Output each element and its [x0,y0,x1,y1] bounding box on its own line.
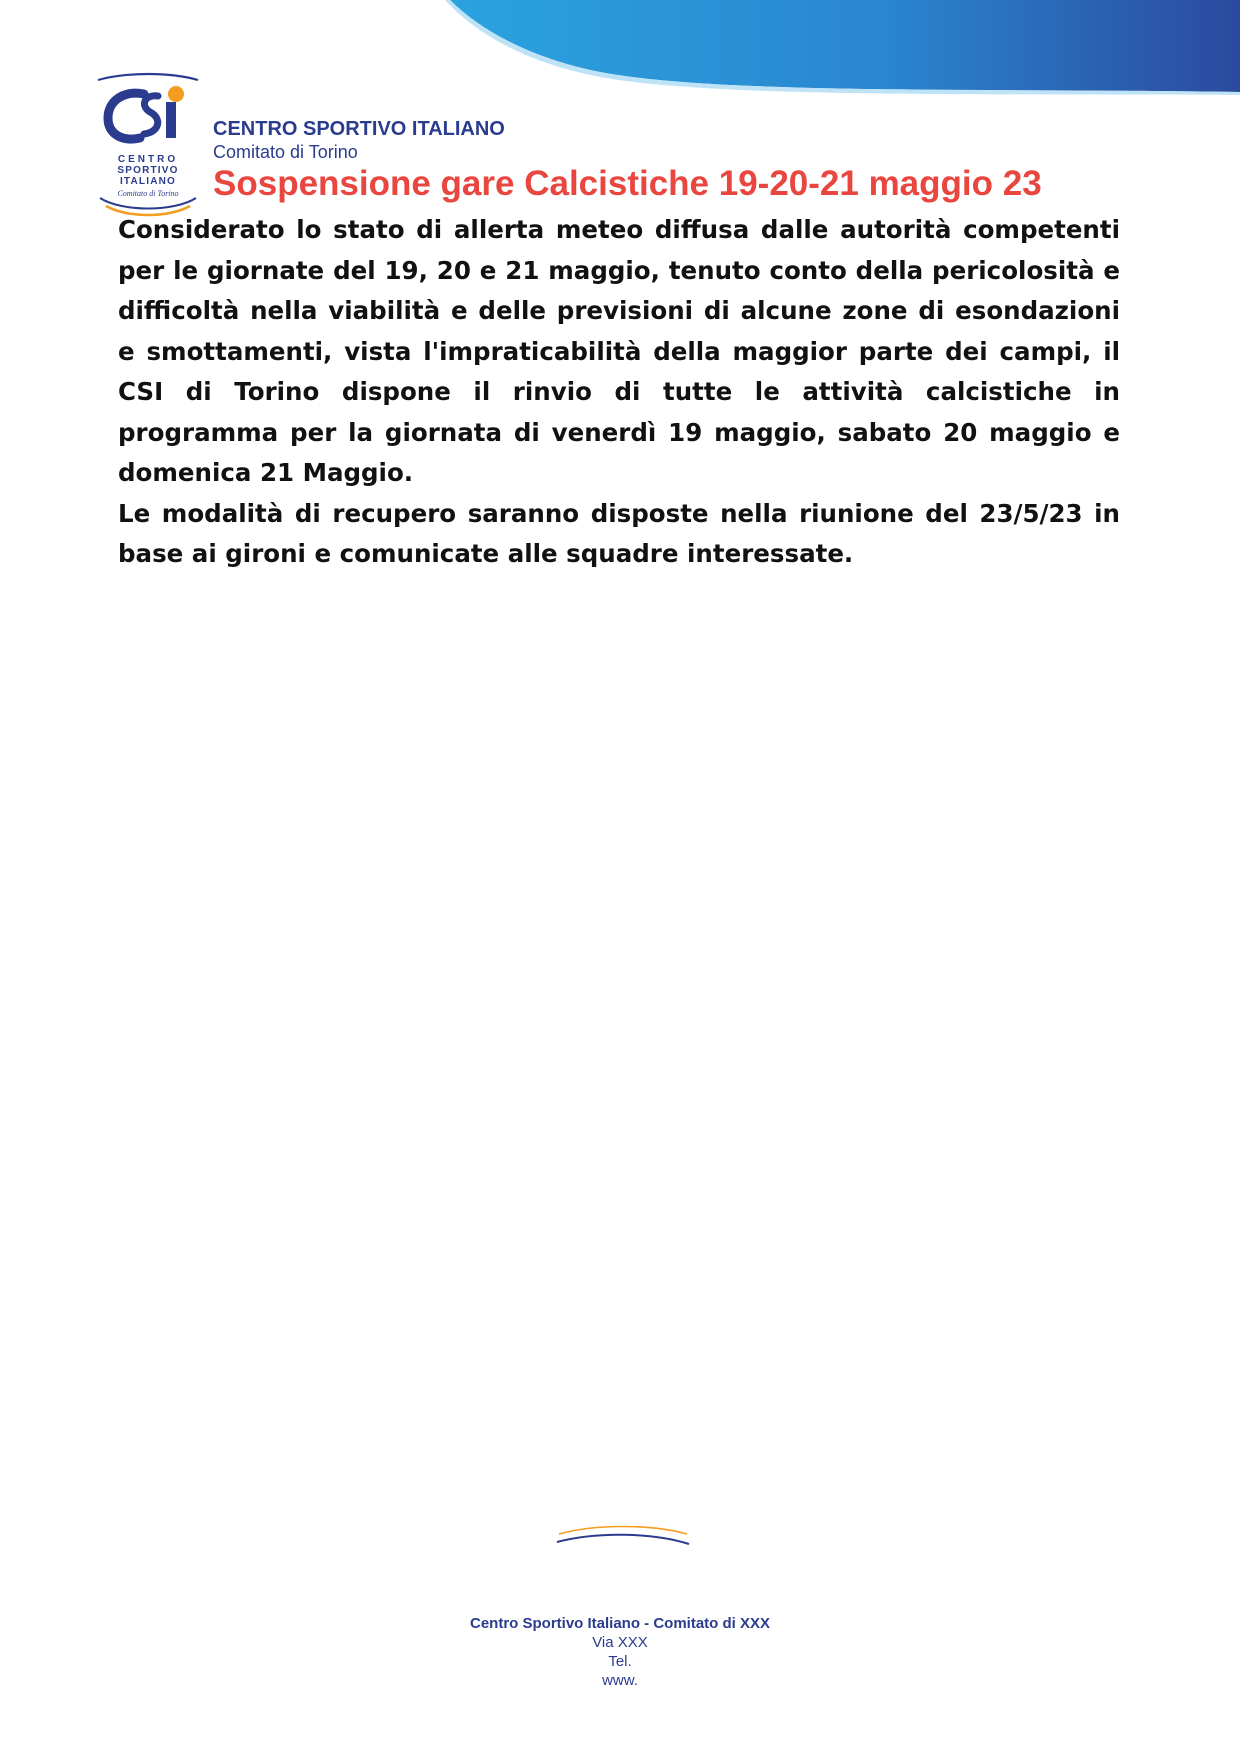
body-paragraph-1: Considerato lo stato di allerta meteo diffusa dalle autorità competenti per le giornate del 19, 20 e 21 maggio, tenuto conto della pericolosità e difficoltà nella viabilità e delle previsioni di alcune zone di esondazioni e smottamenti, vista l'impraticabilità della maggior parte dei campi, il CSI di Torino dispone il rinvio di tutte le attività calcistiche in programma per la giornata di venerdì 19 maggio, sabato 20 maggio e domenica 21 Maggio. [118,215,1120,487]
logo-text-comitato: Comitato di Torino [117,189,179,198]
csi-logo-icon [92,72,204,222]
document-title: Sospensione gare Calcistiche 19-20-21 maggio 23 [213,164,1042,203]
document-body [118,210,1120,575]
footer-swoosh-graphic [555,1522,691,1550]
footer-website[interactable]: www. [602,1672,638,1689]
org-name: CENTRO SPORTIVO ITALIANO [213,118,505,140]
body-paragraph-2: Le modalità di recupero saranno disposte nella riunione del 23/5/23 in base ai gironi e comunicate alle squadre interessate. [118,498,1120,568]
footer-address: Via XXX [592,1634,648,1651]
footer [0,1614,1240,1690]
footer-org: Centro Sportivo Italiano - Comitato di XXX [469,1615,770,1632]
logo-text-italiano: ITALIANO [119,176,177,187]
footer-phone: Tel. [608,1653,632,1670]
logo-text-centro: CENTRO [117,154,179,165]
logo-text-sportivo: SPORTIVO [117,165,179,176]
org-committee: Comitato di Torino [213,142,358,162]
